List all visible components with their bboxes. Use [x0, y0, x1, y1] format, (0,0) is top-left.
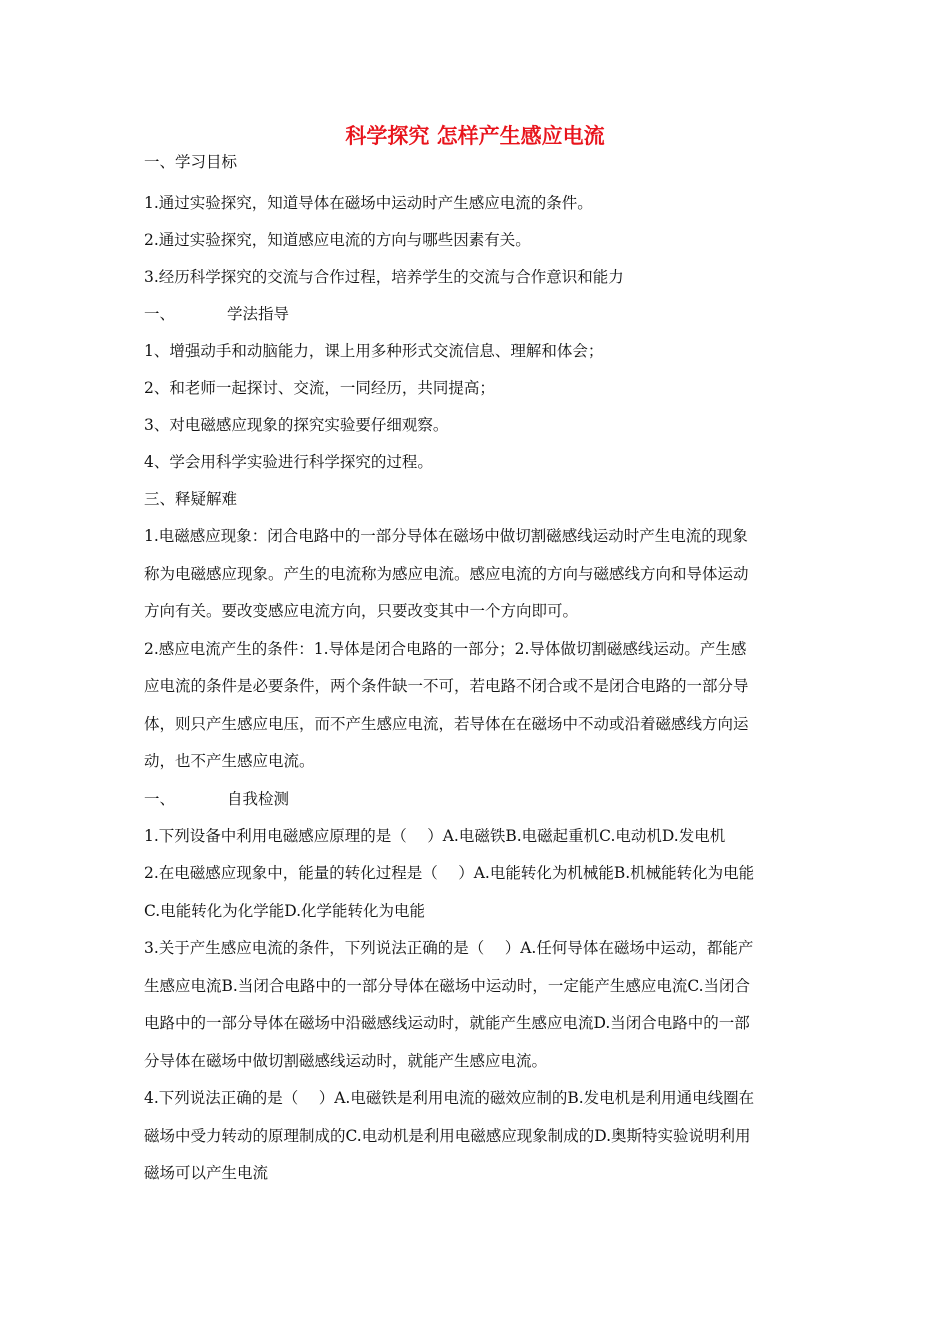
question-4: [144, 1080, 814, 1193]
section-heading-objectives: 一、学习目标: [144, 153, 238, 171]
explanation-paragraph-2: [144, 631, 814, 781]
question-line: 1.下列设备中利用电磁感应原理的是（ ）A.电磁铁B.电磁起重机C.电动机D.发电机: [144, 826, 726, 845]
paragraph-line: 1.电磁感应现象：闭合电路中的一部分导体在磁场中做切割磁感线运动时产生电流的现象: [144, 527, 748, 545]
section-heading-selftest: [144, 781, 814, 818]
paragraph-line: 2.感应电流产生的条件：1.导体是闭合电路的一部分；2.导体做切割磁感线运动。产生感: [144, 639, 747, 658]
section-number: 一、: [144, 305, 176, 323]
question-line: 4.下列说法正确的是（ ）A.电磁铁是利用电流的磁效应制的B.发电机是利用通电线圈在: [144, 1089, 755, 1107]
objective-item: 2.通过实验探究，知道感应电流的方向与哪些因素有关。: [144, 231, 531, 249]
question-2: [144, 855, 814, 930]
section-title: 学法指导: [227, 305, 290, 323]
objective-item: 1.通过实验探究，知道导体在磁场中运动时产生感应电流的条件。: [144, 194, 593, 212]
paragraph-line: 动，也不产生感应电流。: [144, 752, 315, 770]
question-line: 生感应电流B.当闭合电路中的一部分导体在磁场中运动时，一定能产生感应电流C.当闭合: [144, 976, 751, 995]
paragraph-line: 方向有关。要改变感应电流方向，只要改变其中一个方向即可。: [144, 602, 579, 620]
question-line: 电路中的一部分导体在磁场中沿磁感线运动时，就能产生感应电流D.当闭合电路中的一部: [144, 1014, 750, 1032]
explanation-paragraph-1: [144, 518, 814, 631]
document-title: 科学探究 怎样产生感应电流: [345, 124, 605, 148]
question-line: C.电能转化为化学能D.化学能转化为电能: [144, 901, 426, 920]
objective-item: 3.经历科学探究的交流与合作过程，培养学生的交流与合作意识和能力: [144, 268, 624, 286]
question-line: 2.在电磁感应现象中，能量的转化过程是（ ）A.电能转化为机械能B.机械能转化为电能: [144, 864, 755, 882]
paragraph-line: 体，则只产生感应电压，而不产生感应电流，若导体在在磁场中不动或沿着磁感线方向运: [144, 714, 749, 733]
method-item: 1、增强动手和动脑能力，课上用多种形式交流信息、理解和体会；: [144, 342, 604, 360]
section-number: 一、: [144, 789, 176, 808]
section-heading-method: [144, 296, 814, 333]
method-item: 3、对电磁感应现象的探究实验要仔细观察。: [144, 416, 449, 434]
question-line: 3.关于产生感应电流的条件，下列说法正确的是（ ）A.任何导体在磁场中运动，都能产: [144, 939, 754, 957]
question-line: 分导体在磁场中做切割磁感线运动时，就能产生感应电流。: [144, 1051, 548, 1070]
section-heading-explanation: 三、释疑解难: [144, 490, 238, 508]
question-line: 磁场可以产生电流: [144, 1164, 269, 1182]
method-item: 2、和老师一起探讨、交流，一同经历，共同提高；: [144, 379, 495, 397]
paragraph-line: 称为电磁感应现象。产生的电流称为感应电流。感应电流的方向与磁感线方向和导体运动: [144, 564, 749, 583]
method-item: 4、学会用科学实验进行科学探究的过程。: [144, 453, 433, 471]
question-3: [144, 930, 814, 1080]
section-title: 自我检测: [227, 789, 290, 808]
document-body: [144, 149, 814, 1193]
paragraph-line: 应电流的条件是必要条件，两个条件缺一不可，若电路不闭合或不是闭合电路的一部分导: [144, 677, 749, 695]
question-1: [144, 818, 814, 856]
question-line: 磁场中受力转动的原理制成的C.电动机是利用电磁感应现象制成的D.奥斯特实验说明利用: [144, 1126, 751, 1145]
